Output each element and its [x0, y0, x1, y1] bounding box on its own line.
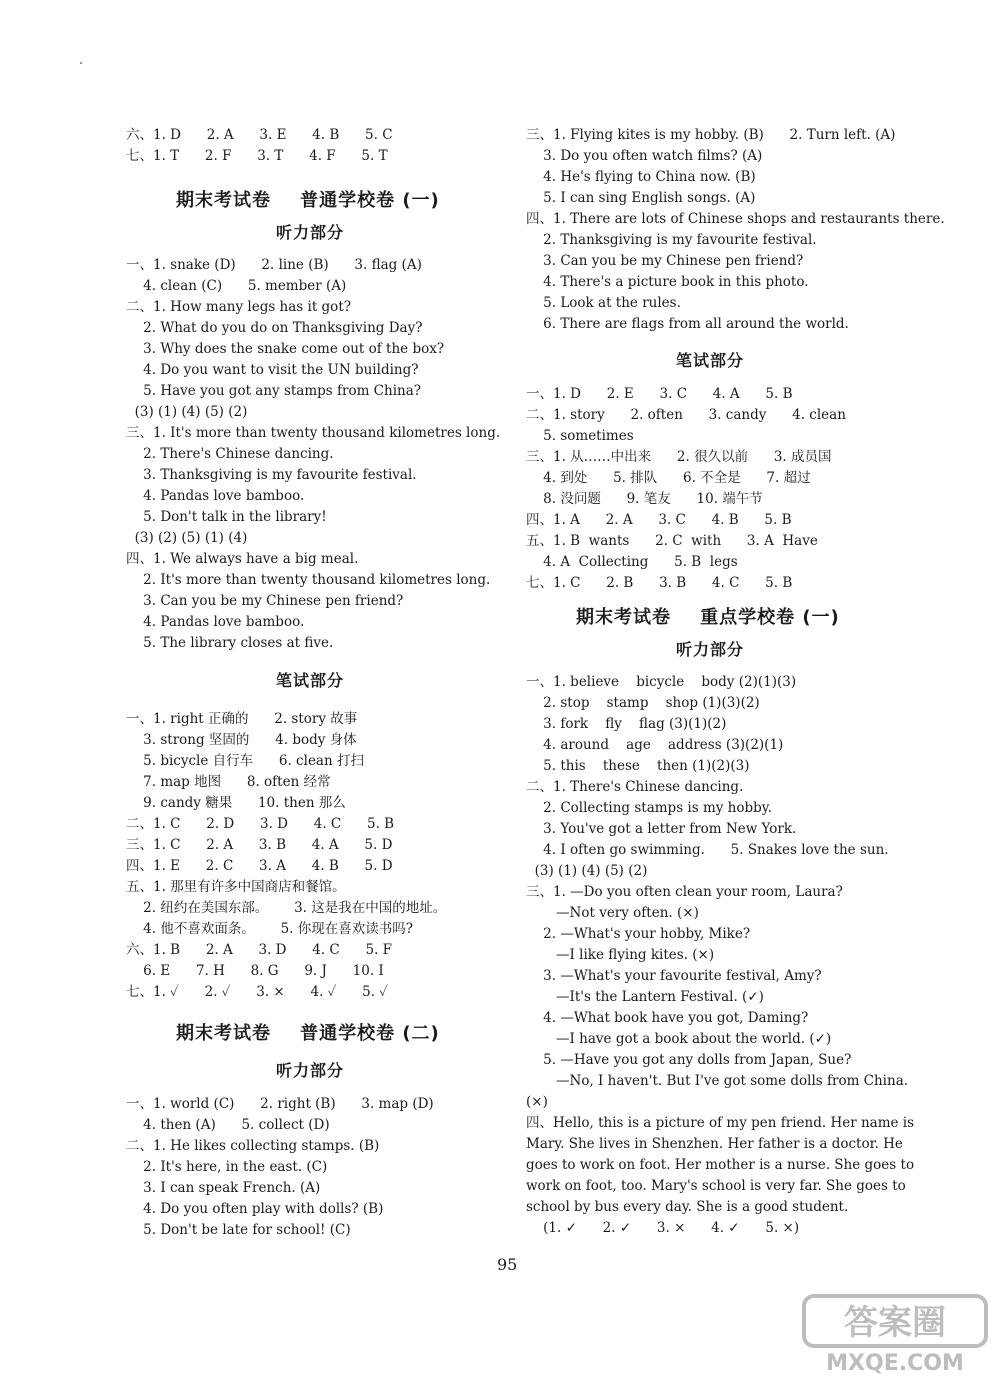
answer-line: 一、1. right 正确的 2. story 故事 — [126, 711, 358, 727]
answer-line: 4. I often go swimming. 5. Snakes love the sun. — [526, 842, 889, 858]
answer-line: (×) — [526, 1094, 548, 1110]
answer-line: 2. It's here, in the east. (C) — [126, 1159, 328, 1175]
answer-line: 一、1. D 2. E 3. C 4. A 5. B — [526, 386, 793, 402]
section-heading-listening: 听力部分 — [276, 223, 345, 242]
answer-line: 5. sometimes — [526, 428, 634, 444]
answer-line: 六、1. D 2. A 3. E 4. B 5. C — [126, 127, 393, 143]
answer-line: 3. Do you often watch films? (A) — [526, 148, 763, 164]
answer-line: 3. Why does the snake come out of the box? — [126, 341, 445, 357]
answer-line: 4. Pandas love bamboo. — [126, 488, 305, 504]
answer-line: 2. Collecting stamps is my hobby. — [526, 800, 772, 816]
answer-line: 七、1. T 2. F 3. T 4. F 5. T — [126, 148, 388, 164]
answer-line: 2. 纽约在美国东部。 3. 这是我在中国的地址。 — [126, 900, 447, 916]
answer-line: 5. Have you got any stamps from China? — [126, 383, 422, 399]
answer-line: 5. this these then (1)(2)(3) — [526, 758, 750, 774]
answer-line: 五、1. B wants 2. C with 3. A Have — [526, 533, 818, 549]
watermark-text: MXQE.COM — [826, 1351, 964, 1376]
answer-line: 二、1. story 2. often 3. candy 4. clean — [526, 407, 846, 423]
answer-line: 3. You've got a letter from New York. — [526, 821, 797, 837]
answer-line: 5. Don't be late for school! (C) — [126, 1222, 351, 1238]
answer-line: 七、1. C 2. B 3. B 4. C 5. B — [526, 575, 793, 591]
passage-line: Mary. She lives in Shenzhen. Her father is a doctor. He — [526, 1136, 903, 1152]
answer-line: 6. There are flags from all around the world. — [526, 316, 849, 332]
answer-line: 二、1. There's Chinese dancing. — [526, 779, 744, 795]
answer-line: 三、1. It's more than twenty thousand kilometres long. — [126, 425, 501, 441]
page-number: 95 — [497, 1255, 518, 1274]
section-heading-written: 笔试部分 — [676, 351, 745, 370]
answer-line: 一、1. snake (D) 2. line (B) 3. flag (A) — [126, 257, 422, 273]
answer-line: 二、1. He likes collecting stamps. (B) — [126, 1138, 380, 1154]
answer-line: 2. stop stamp shop (1)(3)(2) — [526, 695, 760, 711]
answer-line: 三、1. Flying kites is my hobby. (B) 2. Turn left. (A) — [526, 127, 896, 143]
answer-line: (3) (2) (5) (1) (4) — [126, 530, 248, 546]
answer-line: (3) (1) (4) (5) (2) — [526, 863, 648, 879]
answer-line: 5. bicycle 自行车 6. clean 打扫 — [126, 753, 364, 769]
answer-line: 5. —Have you got any dolls from Japan, Sue? — [526, 1052, 852, 1068]
answer-line: 3. Can you be my Chinese pen friend? — [126, 593, 404, 609]
svg-text:答案圈: 答案圈 — [844, 1303, 946, 1343]
answer-line: 4. —What book have you got, Daming? — [526, 1010, 809, 1026]
answer-line: 2. —What's your hobby, Mike? — [526, 926, 751, 942]
exam-heading: 期末考试卷 普通学校卷 (一) — [176, 190, 440, 211]
watermark-logo — [800, 1292, 990, 1378]
answer-line: 4. then (A) 5. collect (D) — [126, 1117, 330, 1133]
answer-line: 5. The library closes at five. — [126, 635, 334, 651]
answer-line: 三、1. 从……中出来 2. 很久以前 3. 成员国 — [526, 449, 832, 465]
answer-line: 4. around age address (3)(2)(1) — [526, 737, 784, 753]
section-heading-listening: 听力部分 — [676, 640, 745, 659]
answer-line: 5. Don't talk in the library! — [126, 509, 327, 525]
answer-line: 3. Can you be my Chinese pen friend? — [526, 253, 804, 269]
answer-line: 七、1. ✓ 2. ✓ 3. × 4. ✓ 5. ✓ — [126, 984, 388, 1000]
answer-line: 二、1. How many legs has it got? — [126, 299, 351, 315]
answer-line: —It's the Lantern Festival. (✓) — [526, 989, 764, 1005]
answer-line: 4. There's a picture book in this photo. — [526, 274, 809, 290]
answer-line: 2. It's more than twenty thousand kilometres long. — [126, 572, 491, 588]
answer-line: 4. clean (C) 5. member (A) — [126, 278, 347, 294]
section-heading-listening: 听力部分 — [276, 1061, 345, 1080]
answer-line: 六、1. B 2. A 3. D 4. C 5. F — [126, 942, 393, 958]
answer-line: 一、1. believe bicycle body (2)(1)(3) — [526, 674, 797, 690]
answer-line: 3. strong 坚固的 4. body 身体 — [126, 732, 357, 748]
answer-line: 2. Thanksgiving is my favourite festival. — [526, 232, 817, 248]
answer-line: 2. There's Chinese dancing. — [126, 446, 334, 462]
answer-line: 2. What do you do on Thanksgiving Day? — [126, 320, 423, 336]
exam-heading: 期末考试卷 普通学校卷 (二) — [176, 1023, 440, 1044]
answer-line: 9. candy 糖果 10. then 那么 — [126, 795, 346, 811]
answer-line: 五、1. 那里有许多中国商店和餐馆。 — [126, 879, 346, 895]
answer-line: 三、1. C 2. A 3. B 4. A 5. D — [126, 837, 393, 853]
answer-line: 四、1. We always have a big meal. — [126, 551, 359, 567]
answer-line: —I like flying kites. (×) — [526, 947, 715, 963]
passage-line: goes to work on foot. Her mother is a nurse. She goes to — [526, 1157, 915, 1173]
scan-speck — [80, 62, 82, 64]
answer-line: 四、1. There are lots of Chinese shops and restaurants there. — [526, 211, 945, 227]
exam-heading: 期末考试卷 重点学校卷 (一) — [576, 607, 840, 628]
answer-line: 4. Do you often play with dolls? (B) — [126, 1201, 384, 1217]
answer-line: 4. A Collecting 5. B legs — [526, 554, 738, 570]
answer-line: 四、1. E 2. C 3. A 4. B 5. D — [126, 858, 393, 874]
passage-line: work on foot, too. Mary's school is very far. She goes to — [526, 1178, 906, 1194]
passage-line: school by bus every day. She is a good student. — [526, 1199, 849, 1215]
answer-line: 3. Thanksgiving is my favourite festival. — [126, 467, 417, 483]
answer-line: 4. He's flying to China now. (B) — [526, 169, 756, 185]
answer-line: (3) (1) (4) (5) (2) — [126, 404, 248, 420]
answer-line: —Not very often. (×) — [526, 905, 699, 921]
answer-line: 4. Pandas love bamboo. — [126, 614, 305, 630]
section-heading-written: 笔试部分 — [276, 671, 345, 690]
answer-line: 5. I can sing English songs. (A) — [526, 190, 756, 206]
answer-line: 3. fork fly flag (3)(1)(2) — [526, 716, 727, 732]
answer-line: 四、1. A 2. A 3. C 4. B 5. B — [526, 512, 792, 528]
answer-line: 3. —What's your favourite festival, Amy? — [526, 968, 822, 984]
answer-line: 4. 到处 5. 排队 6. 不全是 7. 超过 — [526, 470, 811, 486]
answer-line: 二、1. C 2. D 3. D 4. C 5. B — [126, 816, 395, 832]
answer-line: —I have got a book about the world. (✓) — [526, 1031, 832, 1047]
answer-line: 三、1. —Do you often clean your room, Laura? — [526, 884, 843, 900]
answer-line: (1. ✓ 2. ✓ 3. × 4. ✓ 5. ×) — [526, 1220, 800, 1236]
answer-line: 8. 没问题 9. 笔友 10. 端午节 — [526, 491, 763, 507]
answer-line: 4. 他不喜欢面条。 5. 你现在喜欢读书吗? — [126, 921, 413, 937]
answer-line: 4. Do you want to visit the UN building? — [126, 362, 419, 378]
answer-line: 7. map 地图 8. often 经常 — [126, 774, 331, 790]
answer-line: —No, I haven't. But I've got some dolls from China. — [526, 1073, 909, 1089]
answer-line: 5. Look at the rules. — [526, 295, 681, 311]
answer-line: 3. I can speak French. (A) — [126, 1180, 321, 1196]
answer-line: 一、1. world (C) 2. right (B) 3. map (D) — [126, 1096, 434, 1112]
answer-line: 6. E 7. H 8. G 9. J 10. I — [126, 963, 384, 979]
passage-line: 四、Hello, this is a picture of my pen friend. Her name is — [526, 1115, 915, 1131]
